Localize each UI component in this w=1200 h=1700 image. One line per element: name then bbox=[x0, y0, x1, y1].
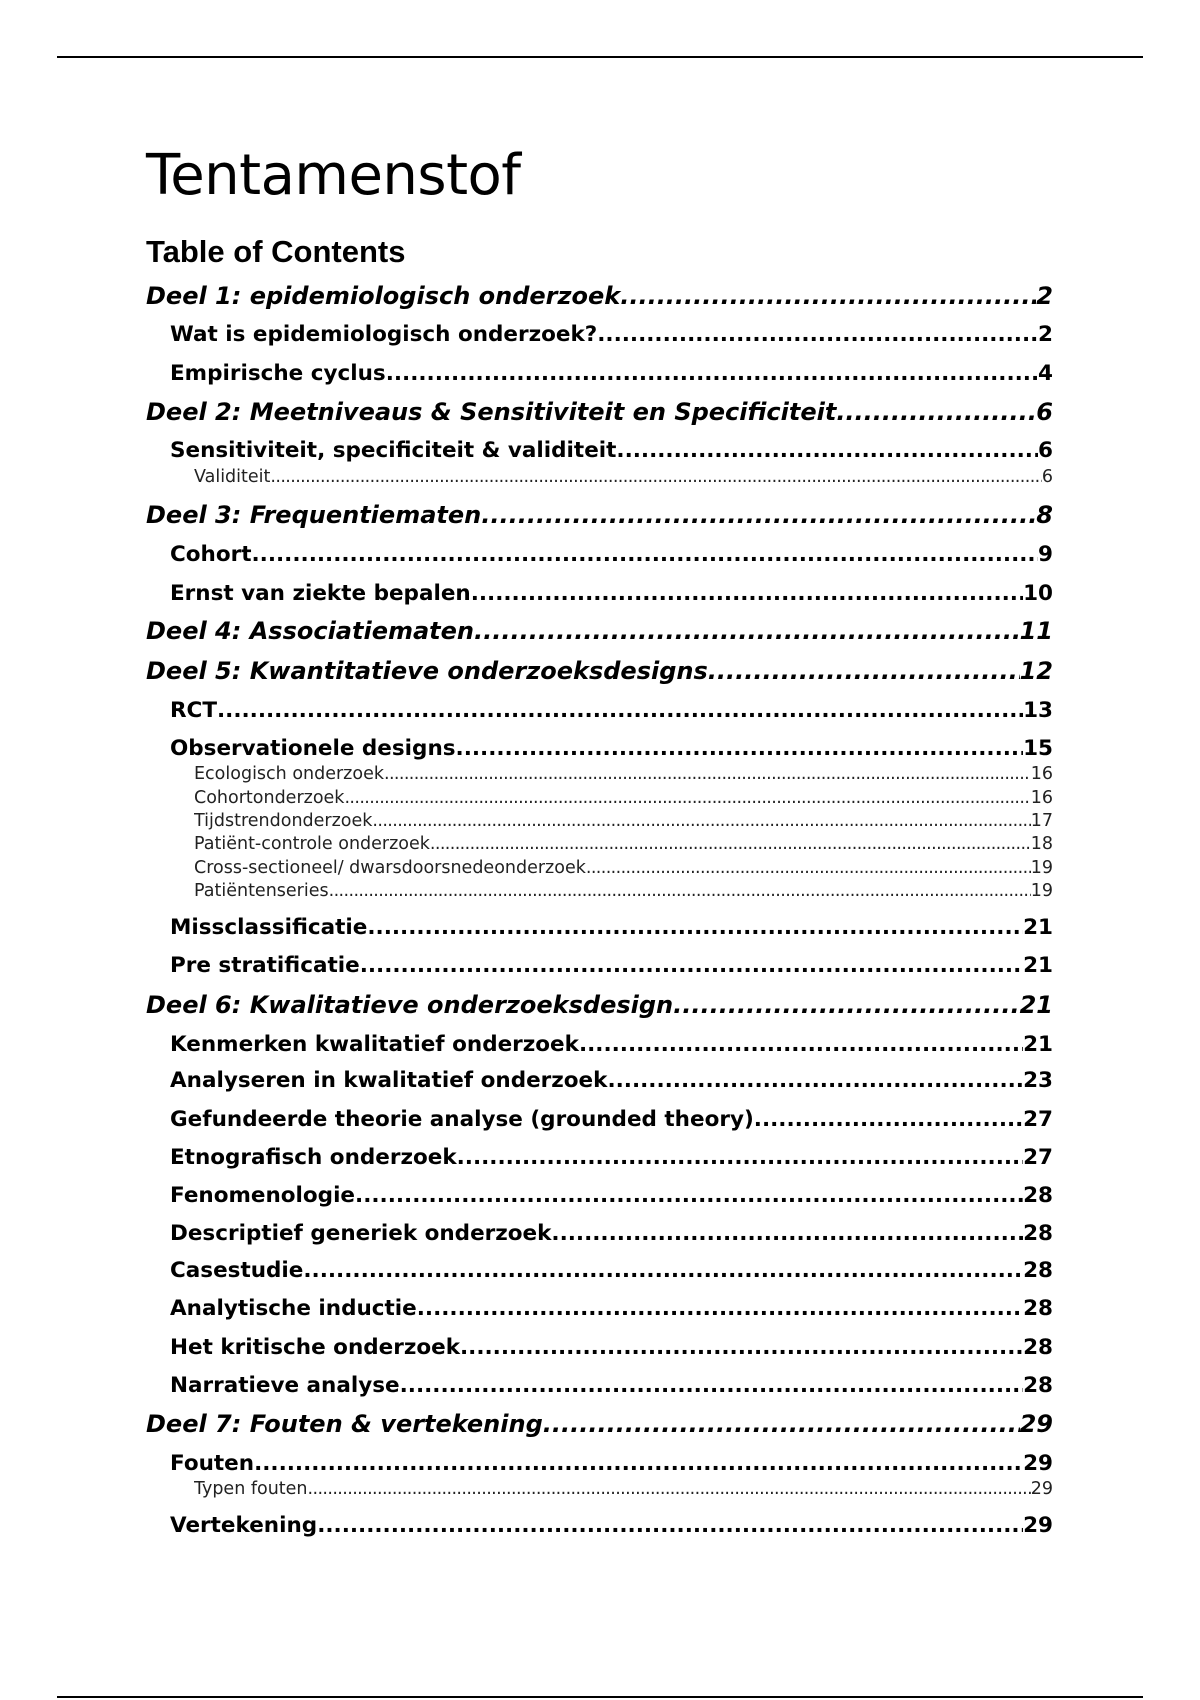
toc-entry[interactable] bbox=[146, 399, 1053, 427]
toc-leader bbox=[754, 1108, 1023, 1133]
toc-entry-page: 10 bbox=[1023, 582, 1053, 606]
toc-leader bbox=[355, 1184, 1023, 1209]
toc-entry-label: Fouten bbox=[170, 1452, 255, 1476]
toc-leader bbox=[616, 439, 1038, 464]
toc-entry[interactable] bbox=[194, 467, 1053, 487]
toc-leader bbox=[474, 618, 1020, 646]
toc-entry-label: Typen fouten bbox=[194, 1479, 308, 1499]
toc-entry[interactable] bbox=[170, 954, 1053, 979]
toc-entry[interactable] bbox=[170, 1222, 1053, 1247]
toc-entry-page: 4 bbox=[1038, 362, 1053, 386]
toc-entry[interactable] bbox=[170, 916, 1053, 941]
toc-leader bbox=[252, 543, 1039, 568]
toc-leader bbox=[708, 658, 1020, 686]
toc-entry[interactable] bbox=[146, 658, 1053, 686]
toc-heading: Table of Contents bbox=[146, 234, 406, 269]
toc-entry-label: Missclassificatie bbox=[170, 916, 368, 940]
toc-entry-label: Observationele designs bbox=[170, 737, 456, 761]
header-rule bbox=[57, 56, 1143, 58]
toc-entry-label: Gefundeerde theorie analyse (grounded theory) bbox=[170, 1108, 754, 1132]
toc-entry-label: Ernst van ziekte bepalen bbox=[170, 582, 471, 606]
toc-entry-page: 28 bbox=[1023, 1336, 1053, 1360]
toc-entry-page: 12 bbox=[1019, 658, 1053, 685]
toc-entry[interactable] bbox=[170, 439, 1053, 464]
toc-entry-page: 2 bbox=[1038, 323, 1053, 347]
toc-entry-page: 11 bbox=[1019, 618, 1053, 645]
toc-leader bbox=[270, 467, 1041, 487]
toc-leader bbox=[457, 1146, 1023, 1171]
toc-entry[interactable] bbox=[170, 1452, 1053, 1477]
toc-entry-page: 9 bbox=[1038, 543, 1053, 567]
toc-leader bbox=[217, 699, 1023, 724]
toc-entry-label: Deel 7: Fouten & vertekening bbox=[146, 1411, 543, 1438]
toc-entry-page: 18 bbox=[1030, 834, 1053, 854]
toc-entry-page: 28 bbox=[1023, 1222, 1053, 1246]
toc-leader bbox=[360, 954, 1023, 979]
toc-leader bbox=[620, 283, 1036, 311]
toc-entry[interactable] bbox=[194, 881, 1053, 901]
toc-leader bbox=[456, 737, 1024, 762]
toc-entry[interactable] bbox=[170, 737, 1053, 762]
toc-entry-label: Patiëntenseries bbox=[194, 881, 329, 901]
toc-entry-label: Patiënt-controle onderzoek bbox=[194, 834, 430, 854]
toc-entry[interactable] bbox=[146, 1411, 1053, 1439]
toc-leader bbox=[384, 764, 1031, 784]
toc-entry[interactable] bbox=[146, 992, 1053, 1020]
toc-entry-label: RCT bbox=[170, 699, 217, 723]
toc-entry-page: 21 bbox=[1023, 1033, 1053, 1057]
toc-entry[interactable] bbox=[170, 1069, 1053, 1094]
toc-entry[interactable] bbox=[170, 543, 1053, 568]
toc-entry-page: 29 bbox=[1023, 1514, 1053, 1538]
toc-entry-page: 13 bbox=[1023, 699, 1053, 723]
toc-leader bbox=[481, 502, 1036, 530]
toc-entry[interactable] bbox=[170, 1146, 1053, 1171]
toc-entry[interactable] bbox=[194, 788, 1053, 808]
toc-entry-label: Empirische cyclus bbox=[170, 362, 386, 386]
toc-entry[interactable] bbox=[170, 1033, 1053, 1058]
toc-entry[interactable] bbox=[170, 1259, 1053, 1284]
toc-leader bbox=[372, 811, 1030, 831]
toc-entry-label: Descriptief generiek onderzoek bbox=[170, 1222, 552, 1246]
toc-entry-label: Deel 4: Associatiematen bbox=[146, 618, 475, 645]
toc-entry[interactable] bbox=[146, 502, 1053, 530]
toc-leader bbox=[430, 834, 1031, 854]
toc-entry-label: Het kritische onderzoek bbox=[170, 1336, 460, 1360]
toc-entry-page: 28 bbox=[1023, 1184, 1053, 1208]
toc-entry-label: Deel 1: epidemiologisch onderzoek bbox=[146, 283, 621, 310]
toc-entry-page: 29 bbox=[1030, 1479, 1053, 1499]
toc-entry-page: 8 bbox=[1036, 502, 1053, 529]
toc-entry-page: 21 bbox=[1023, 916, 1053, 940]
toc-entry[interactable] bbox=[170, 362, 1053, 387]
document-title: Tentamenstof bbox=[146, 143, 521, 208]
toc-leader bbox=[586, 858, 1031, 878]
toc-entry-page: 19 bbox=[1030, 858, 1053, 878]
toc-entry[interactable] bbox=[194, 834, 1053, 854]
toc-entry-page: 17 bbox=[1030, 811, 1053, 831]
toc-entry-label: Deel 3: Frequentiematen bbox=[146, 502, 482, 529]
toc-entry-page: 23 bbox=[1023, 1069, 1053, 1093]
toc-leader bbox=[417, 1297, 1023, 1322]
toc-entry-label: Ecologisch onderzoek bbox=[194, 764, 384, 784]
toc-entry-page: 2 bbox=[1036, 283, 1053, 310]
toc-leader bbox=[400, 1374, 1023, 1399]
toc-entry[interactable] bbox=[146, 283, 1053, 311]
toc-leader bbox=[386, 362, 1038, 387]
toc-entry-label: Tijdstrendonderzoek bbox=[194, 811, 373, 831]
toc-entry-label: Kenmerken kwalitatief onderzoek bbox=[170, 1033, 579, 1057]
toc-entry[interactable] bbox=[194, 811, 1053, 831]
toc-entry-page: 6 bbox=[1041, 467, 1053, 487]
toc-entry[interactable] bbox=[170, 1297, 1053, 1322]
toc-entry-page: 19 bbox=[1030, 881, 1053, 901]
toc-leader bbox=[308, 1479, 1031, 1499]
toc-entry-page: 21 bbox=[1019, 992, 1053, 1019]
toc-entry-label: Narratieve analyse bbox=[170, 1374, 400, 1398]
toc-entry[interactable] bbox=[170, 1514, 1053, 1539]
toc-leader bbox=[579, 1033, 1023, 1058]
toc-entry-page: 6 bbox=[1036, 399, 1053, 426]
toc-leader bbox=[344, 788, 1030, 808]
toc-entry-label: Cohort bbox=[170, 543, 252, 567]
toc-entry-page: 27 bbox=[1023, 1108, 1053, 1132]
toc-leader bbox=[460, 1336, 1023, 1361]
toc-entry-label: Pre stratificatie bbox=[170, 954, 360, 978]
toc-entry[interactable] bbox=[170, 323, 1053, 348]
toc-entry[interactable] bbox=[170, 1336, 1053, 1361]
toc-leader bbox=[836, 399, 1036, 427]
toc-entry[interactable] bbox=[194, 1479, 1053, 1499]
toc-entry-page: 15 bbox=[1023, 737, 1053, 761]
toc-entry-label: Deel 2: Meetniveaus & Sensitiviteit en Specificiteit bbox=[146, 399, 837, 426]
toc-leader bbox=[303, 1259, 1023, 1284]
toc-entry-label: Validiteit bbox=[194, 467, 271, 487]
toc-entry[interactable] bbox=[170, 699, 1053, 724]
toc-leader bbox=[607, 1069, 1023, 1094]
toc-entry[interactable] bbox=[194, 764, 1053, 784]
toc-entry[interactable] bbox=[170, 582, 1053, 607]
footer-rule bbox=[57, 1696, 1143, 1698]
toc-entry[interactable] bbox=[170, 1374, 1053, 1399]
toc-entry-page: 28 bbox=[1023, 1259, 1053, 1283]
toc-leader bbox=[317, 1514, 1023, 1539]
toc-leader bbox=[367, 916, 1023, 941]
toc-entry[interactable] bbox=[170, 1108, 1053, 1133]
toc-entry[interactable] bbox=[170, 1184, 1053, 1209]
toc-entry-label: Deel 6: Kwalitatieve onderzoeksdesign bbox=[146, 992, 674, 1019]
toc-entry[interactable] bbox=[194, 858, 1053, 878]
toc-leader bbox=[543, 1411, 1020, 1439]
toc-entry-page: 6 bbox=[1038, 439, 1053, 463]
toc-entry-page: 21 bbox=[1023, 954, 1053, 978]
toc-entry-label: Cross-sectioneel/ dwarsdoorsnedeonderzoek bbox=[194, 858, 586, 878]
toc-entry-label: Deel 5: Kwantitatieve onderzoeksdesigns bbox=[146, 658, 708, 685]
toc-leader bbox=[673, 992, 1019, 1020]
toc-entry-label: Analyseren in kwalitatief onderzoek bbox=[170, 1069, 608, 1093]
toc-entry-label: Cohortonderzoek bbox=[194, 788, 345, 808]
toc-entry-label: Wat is epidemiologisch onderzoek? bbox=[170, 323, 598, 347]
toc-entry-label: Fenomenologie bbox=[170, 1184, 356, 1208]
toc-entry-label: Casestudie bbox=[170, 1259, 304, 1283]
toc-leader bbox=[597, 323, 1038, 348]
toc-entry[interactable] bbox=[146, 618, 1053, 646]
toc-entry-page: 28 bbox=[1023, 1297, 1053, 1321]
toc-leader bbox=[471, 582, 1023, 607]
toc-entry-page: 27 bbox=[1023, 1146, 1053, 1170]
toc-leader bbox=[329, 881, 1031, 901]
toc-entry-page: 16 bbox=[1030, 764, 1053, 784]
toc-entry-label: Analytische inductie bbox=[170, 1297, 417, 1321]
toc-entry-label: Vertekening bbox=[170, 1514, 318, 1538]
toc-entry-page: 16 bbox=[1030, 788, 1053, 808]
toc-entry-page: 29 bbox=[1023, 1452, 1053, 1476]
toc-entry-label: Etnografisch onderzoek bbox=[170, 1146, 457, 1170]
toc-entry-page: 29 bbox=[1019, 1411, 1053, 1438]
toc-leader bbox=[551, 1222, 1023, 1247]
toc-entry-page: 28 bbox=[1023, 1374, 1053, 1398]
toc-entry-label: Sensitiviteit, specificiteit & validiteit bbox=[170, 439, 617, 463]
toc-leader bbox=[254, 1452, 1023, 1477]
